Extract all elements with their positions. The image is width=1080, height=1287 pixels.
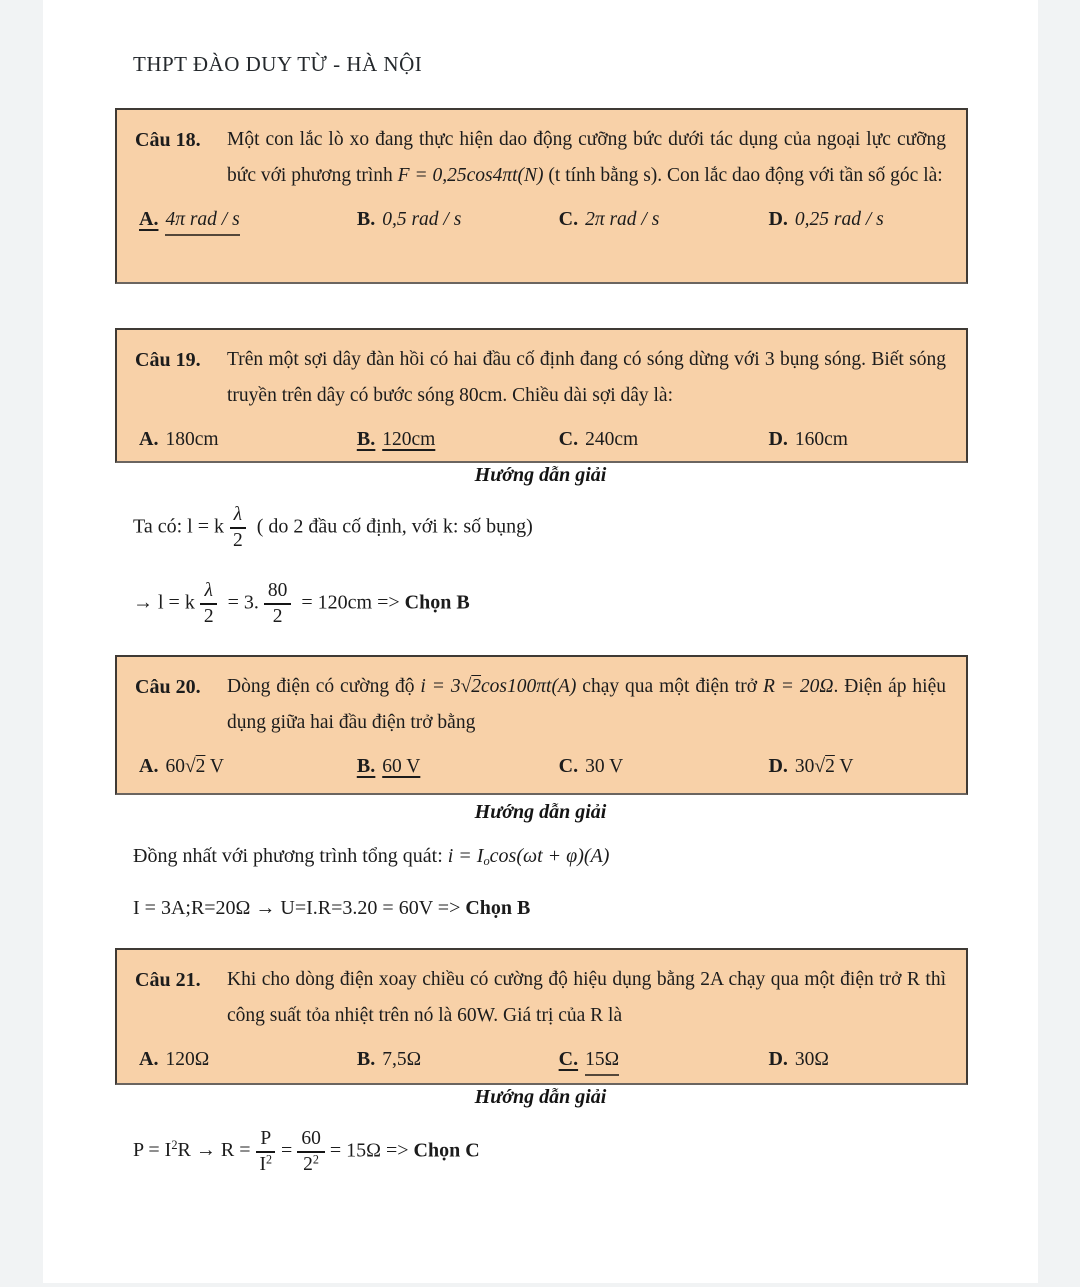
solution-heading-20: Hướng dẫn giải bbox=[474, 801, 607, 823]
option-value: 120Ω bbox=[165, 1049, 210, 1070]
question-20-options bbox=[135, 749, 946, 784]
option-key: C. bbox=[558, 428, 579, 450]
option-value: 160cm bbox=[794, 429, 848, 450]
question-21-options bbox=[135, 1042, 946, 1077]
option-key: A. bbox=[139, 428, 159, 450]
option-value: 4π rad / s bbox=[165, 209, 239, 236]
option-20-b bbox=[357, 749, 559, 784]
exam-page bbox=[43, 0, 1038, 1283]
option-key: D. bbox=[768, 1048, 788, 1070]
option-value: 0,25 rad / s bbox=[794, 209, 884, 230]
option-value: 0,5 rad / s bbox=[382, 209, 462, 230]
option-21-b bbox=[357, 1042, 559, 1077]
question-18-text-part: Một con lắc lò xo đang thực hiện dao động cưỡng bức dưới tác dụng của ngoại lực cưỡng bức với phương trình bbox=[227, 129, 946, 186]
question-18-text bbox=[227, 122, 946, 194]
option-key: B. bbox=[356, 1048, 376, 1070]
fraction-lambda-2: $\frac{\lambda}{2}$ bbox=[200, 580, 218, 628]
option-value: 30 V bbox=[585, 756, 624, 777]
question-20-text-part: . Điện áp hiệu dụng giữa hai đầu điện trở bằng bbox=[227, 676, 946, 733]
option-value: 15Ω bbox=[585, 1049, 619, 1076]
fraction-80-2: $\frac{80}{2}$ bbox=[264, 580, 292, 628]
solution-21-line-1 bbox=[133, 1128, 993, 1176]
option-19-d bbox=[768, 422, 946, 457]
option-value: 30√2 V bbox=[794, 756, 854, 777]
option-value: 30Ω bbox=[794, 1049, 829, 1070]
chosen-answer: Chọn C bbox=[413, 1139, 480, 1162]
option-value: 2π rad / s bbox=[585, 209, 660, 230]
question-20-label: Câu 20. bbox=[135, 676, 201, 698]
question-18-formula: F = 0,25cos4πt(N) bbox=[397, 165, 544, 186]
question-box-20 bbox=[115, 655, 968, 795]
option-value: 60√2 V bbox=[165, 756, 225, 777]
question-20-formula-current: i = 3√2cos100πt(A) bbox=[420, 676, 577, 697]
option-key: D. bbox=[768, 208, 788, 230]
fraction-P-I2: $\frac{P}{I^2}$ bbox=[256, 1128, 277, 1176]
solution-19-line-2 bbox=[133, 580, 993, 628]
solution-text: Ta có: l = k bbox=[133, 515, 224, 538]
option-value: 180cm bbox=[165, 429, 219, 450]
sqrt-radical: √2 bbox=[184, 756, 206, 777]
fraction-60-4: $\frac{60}{2^2}$ bbox=[297, 1128, 325, 1176]
question-20-formula-resistance: R = 20Ω bbox=[762, 676, 834, 697]
chosen-answer: Chọn B bbox=[465, 897, 531, 919]
sqrt-radical: √2 bbox=[460, 676, 482, 697]
option-21-c bbox=[559, 1042, 769, 1077]
question-20-text bbox=[227, 669, 946, 741]
question-20-text-part: Dòng điện có cường độ bbox=[227, 676, 421, 697]
chosen-answer: Chọn B bbox=[404, 591, 470, 614]
sqrt-radical: √2 bbox=[814, 756, 835, 777]
question-18-text-part: (t tính bằng s). Con lắc dao động với tần số góc là: bbox=[543, 165, 943, 186]
option-value: 120cm bbox=[382, 429, 436, 450]
solution-text: = 120cm => bbox=[296, 591, 405, 614]
option-20-d bbox=[768, 749, 946, 784]
solution-text: ( do 2 đầu cố định, với k: số bụng) bbox=[251, 515, 533, 538]
option-key: C. bbox=[558, 755, 579, 777]
solution-text: → l = k bbox=[133, 591, 195, 614]
solution-text: $P = I^2R \to R$ = bbox=[133, 1138, 251, 1162]
option-key: B. bbox=[356, 208, 376, 230]
solution-text: = bbox=[281, 1139, 293, 1162]
option-18-b bbox=[357, 202, 559, 237]
question-19-label: Câu 19. bbox=[135, 349, 201, 371]
question-21-row bbox=[135, 962, 946, 1034]
option-18-a bbox=[139, 202, 357, 237]
option-key: B. bbox=[356, 755, 376, 777]
question-19-options bbox=[135, 422, 946, 457]
option-key: C. bbox=[558, 208, 579, 230]
option-key: A. bbox=[139, 755, 159, 777]
fraction-lambda-2: $\frac{\lambda}{2}$ bbox=[229, 504, 247, 552]
option-value: 240cm bbox=[585, 429, 639, 450]
solution-19-line-1 bbox=[133, 504, 993, 552]
question-box-19 bbox=[115, 328, 968, 463]
school-header: THPT ĐÀO DUY TỪ - HÀ NỘI bbox=[133, 52, 423, 76]
option-key: A. bbox=[139, 1048, 159, 1070]
option-key: A. bbox=[139, 208, 159, 230]
solution-text: = 3. bbox=[222, 591, 259, 614]
option-value: 60 V bbox=[382, 756, 421, 777]
question-18-row bbox=[135, 122, 946, 194]
general-equation: $i = I_o\cos(\omega t + \varphi)(A)$ bbox=[447, 845, 610, 869]
solution-text: I = 3A;R=20Ω → U=I.R=3.20 = 60V => bbox=[133, 897, 466, 919]
option-key: D. bbox=[768, 428, 788, 450]
solution-text: = 15Ω => bbox=[329, 1139, 414, 1162]
question-18-label: Câu 18. bbox=[135, 129, 201, 151]
option-key: B. bbox=[356, 428, 376, 450]
question-19-text: Trên một sợi dây đàn hồi có hai đầu cố định đang có sóng dừng với 3 bụng sóng. Biết sóng truyền trên dây có bước sóng 80cm. Chiều dài sợi dây là: bbox=[227, 349, 946, 406]
option-19-a bbox=[139, 422, 357, 457]
question-21-text: Khi cho dòng điện xoay chiều có cường độ hiệu dụng bằng 2A chạy qua một điện trở R thì công suất tỏa nhiệt trên nó là 60W. Giá trị của R là bbox=[227, 969, 946, 1026]
option-20-a bbox=[139, 749, 357, 784]
solution-text: Đồng nhất với phương trình tổng quát: bbox=[133, 845, 448, 867]
option-19-b bbox=[357, 422, 559, 457]
option-key: C. bbox=[558, 1048, 579, 1070]
question-20-row bbox=[135, 669, 946, 741]
solution-20-line-1 bbox=[133, 841, 993, 871]
solution-heading-21: Hướng dẫn giải bbox=[474, 1086, 607, 1108]
question-18-options bbox=[135, 202, 946, 237]
option-20-c bbox=[559, 749, 769, 784]
option-21-a bbox=[139, 1042, 357, 1077]
question-19-row bbox=[135, 342, 946, 414]
option-18-d bbox=[768, 202, 946, 237]
question-box-18 bbox=[115, 108, 968, 284]
option-key: D. bbox=[768, 755, 788, 777]
option-value: 7,5Ω bbox=[382, 1049, 422, 1070]
option-19-c bbox=[559, 422, 769, 457]
question-20-text-part: chạy qua một điện trở bbox=[576, 676, 763, 697]
solution-heading-19: Hướng dẫn giải bbox=[474, 464, 607, 486]
question-box-21 bbox=[115, 948, 968, 1085]
solution-20-line-2 bbox=[133, 893, 993, 923]
option-18-c bbox=[559, 202, 769, 237]
option-21-d bbox=[768, 1042, 946, 1077]
question-21-label: Câu 21. bbox=[135, 969, 201, 991]
